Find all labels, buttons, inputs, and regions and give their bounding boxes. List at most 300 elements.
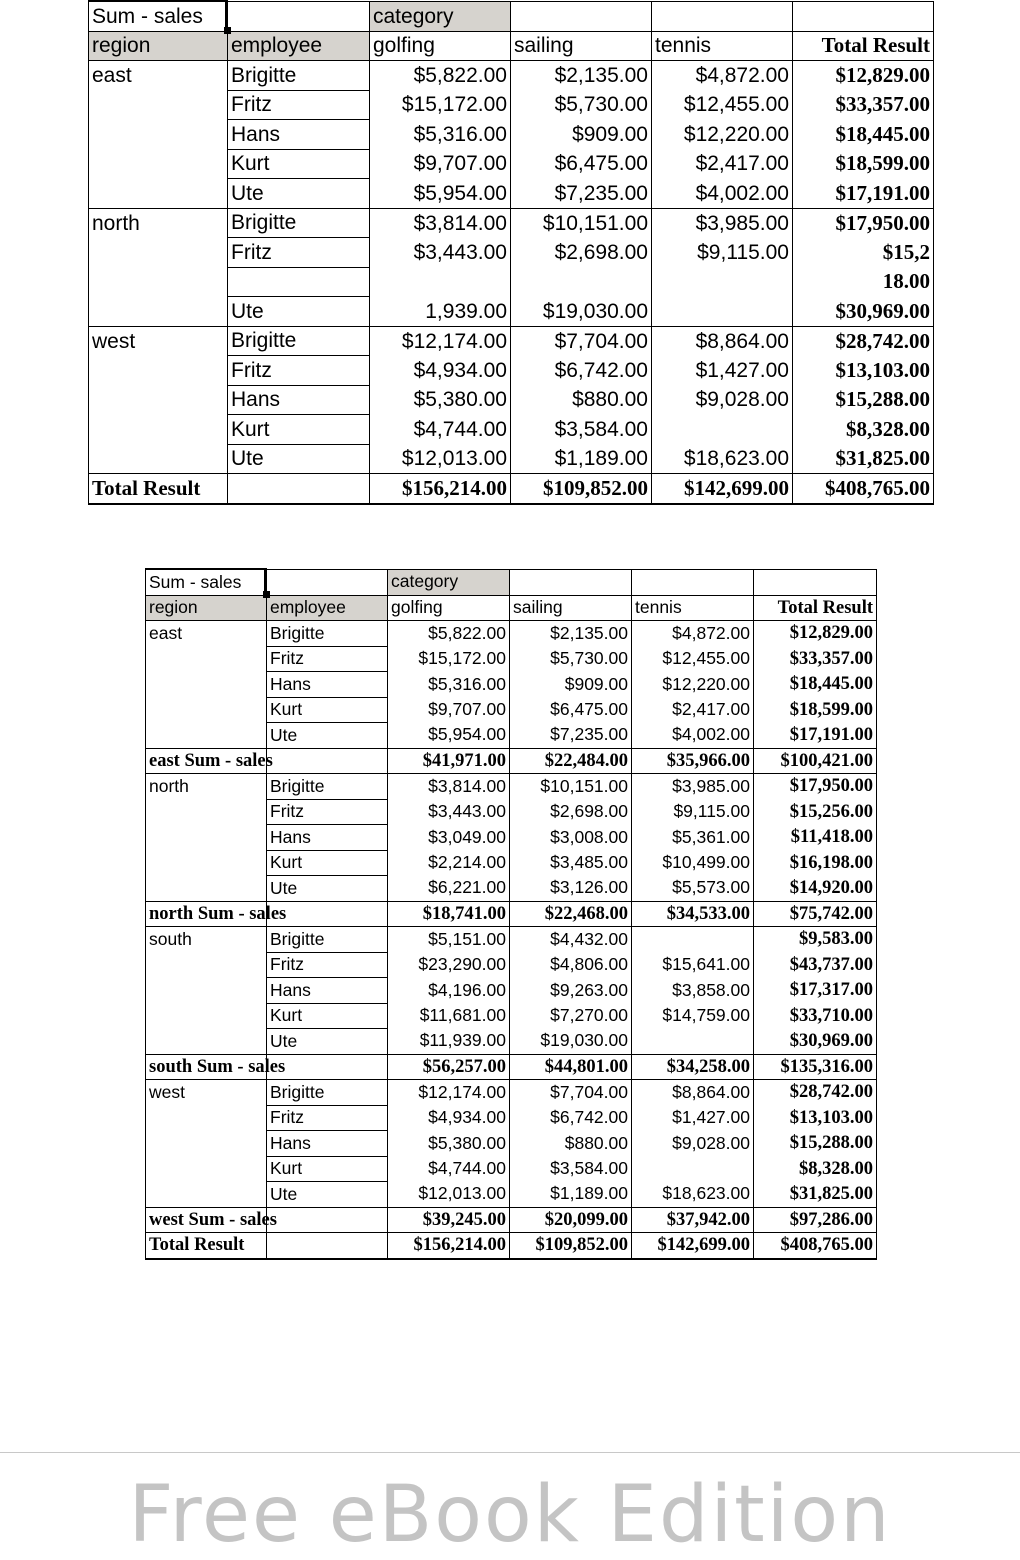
golfing-value: $5,316.00 [370, 120, 511, 150]
golfing-value: $3,049.00 [388, 825, 510, 851]
row-total-value: $9,583.00 [754, 927, 877, 953]
sailing-value: $1,189.00 [511, 444, 652, 474]
sailing-value: $880.00 [511, 385, 652, 415]
row-total-value: $17,950.00 [793, 208, 934, 238]
row-total-value: $18,445.00 [793, 120, 934, 150]
table-row [146, 1156, 877, 1182]
table-row [146, 927, 877, 953]
table-row [146, 621, 877, 647]
region-cell: west [146, 1080, 267, 1106]
sailing-value: $7,270.00 [510, 1003, 632, 1029]
column-header-sailing: sailing [510, 595, 632, 621]
region-cell: south [146, 927, 267, 953]
golfing-value: $15,172.00 [388, 646, 510, 672]
total-column-header: Total Result [793, 31, 934, 61]
employee-cell: Hans [267, 978, 388, 1004]
sailing-value: $10,151.00 [511, 208, 652, 238]
empty-header-cell [632, 569, 754, 595]
table-row [146, 1029, 877, 1055]
golfing-value: $5,954.00 [370, 179, 511, 209]
tennis-value: $3,858.00 [632, 978, 754, 1004]
row-total-value: $30,969.00 [754, 1029, 877, 1055]
subtotal-label: west Sum - sales [146, 1207, 267, 1233]
sailing-value: $5,730.00 [510, 646, 632, 672]
table-row [89, 238, 934, 268]
region-cell [146, 799, 267, 825]
subtotal-sailing: $22,484.00 [510, 748, 632, 774]
tennis-value: $3,985.00 [632, 774, 754, 800]
header-row-fields [89, 1, 934, 31]
table-row [89, 61, 934, 91]
row-total-value: $18,599.00 [754, 697, 877, 723]
table-row [146, 1182, 877, 1208]
employee-cell: Hans [228, 120, 370, 150]
employee-cell: Ute [228, 444, 370, 474]
table-row [89, 444, 934, 474]
pivot-table-without-subtotals [88, 0, 934, 505]
golfing-value: $5,822.00 [370, 61, 511, 91]
employee-cell: Kurt [267, 697, 388, 723]
row-total-value: $15,288.00 [754, 1131, 877, 1157]
table-row [89, 297, 934, 327]
tennis-value: $9,028.00 [652, 385, 793, 415]
tennis-value: $18,623.00 [632, 1182, 754, 1208]
employee-cell: Fritz [228, 238, 370, 268]
sailing-value: $6,475.00 [510, 697, 632, 723]
table-row [146, 1003, 877, 1029]
region-cell [146, 1131, 267, 1157]
region-cell [89, 297, 228, 327]
sailing-value: $1,189.00 [510, 1182, 632, 1208]
employee-cell: Kurt [267, 1156, 388, 1182]
employee-cell: Kurt [267, 850, 388, 876]
tennis-value: $2,417.00 [632, 697, 754, 723]
sailing-value: $909.00 [511, 120, 652, 150]
row-total-value: $16,198.00 [754, 850, 877, 876]
region-cell [89, 415, 228, 445]
subtotal-label: north Sum - sales [146, 901, 267, 927]
table-row [146, 646, 877, 672]
region-cell [146, 1003, 267, 1029]
tennis-value: $8,864.00 [652, 326, 793, 356]
employee-cell: Brigitte [267, 774, 388, 800]
tennis-value [632, 927, 754, 953]
employee-cell: Fritz [267, 952, 388, 978]
row-total-value: $12,829.00 [793, 61, 934, 91]
tennis-value: $5,361.00 [632, 825, 754, 851]
sailing-value: $9,263.00 [510, 978, 632, 1004]
tennis-value: $10,499.00 [632, 850, 754, 876]
row-total-value: $33,710.00 [754, 1003, 877, 1029]
subtotal-row [146, 1207, 877, 1233]
region-cell: west [89, 326, 228, 356]
sailing-value: $3,584.00 [511, 415, 652, 445]
region-cell [146, 850, 267, 876]
subtotal-sailing: $44,801.00 [510, 1054, 632, 1080]
tennis-value [652, 415, 793, 445]
subtotal-tennis: $37,942.00 [632, 1207, 754, 1233]
employee-cell: Ute [267, 1182, 388, 1208]
grand-total-row [146, 1233, 877, 1259]
golfing-value: $3,443.00 [370, 238, 511, 268]
subtotal-row [146, 1054, 877, 1080]
region-cell [89, 90, 228, 120]
table-row [146, 850, 877, 876]
row-total-value: $33,357.00 [754, 646, 877, 672]
column-header-golfing: golfing [388, 595, 510, 621]
sailing-value: $19,030.00 [511, 297, 652, 327]
tennis-value: $9,028.00 [632, 1131, 754, 1157]
data-field-button[interactable]: Sum - sales [89, 1, 228, 31]
golfing-value: $4,196.00 [388, 978, 510, 1004]
grand-total-row-tennis: $142,699.00 [632, 1233, 754, 1259]
employee-cell: Brigitte [228, 208, 370, 238]
empty-header-cell [228, 1, 370, 31]
golfing-value: $2,214.00 [388, 850, 510, 876]
tennis-value: $14,759.00 [632, 1003, 754, 1029]
golfing-value: $11,939.00 [388, 1029, 510, 1055]
sailing-value: $7,704.00 [511, 326, 652, 356]
golfing-value: $5,822.00 [388, 621, 510, 647]
golfing-value: $12,174.00 [388, 1080, 510, 1106]
empty-header-cell [511, 1, 652, 31]
footer-watermark: Free eBook Edition [128, 1470, 892, 1560]
employee-cell: Fritz [267, 1105, 388, 1131]
row-total-value: $12,829.00 [754, 621, 877, 647]
employee-cell: Fritz [228, 90, 370, 120]
grand-total-row-total: $408,765.00 [754, 1233, 877, 1259]
tennis-value: $8,864.00 [632, 1080, 754, 1106]
subtotal-tennis: $34,258.00 [632, 1054, 754, 1080]
employee-cell: Hans [267, 825, 388, 851]
region-cell [146, 825, 267, 851]
sailing-value: $909.00 [510, 672, 632, 698]
table-row [146, 799, 877, 825]
table-row [89, 208, 934, 238]
sailing-value: $3,485.00 [510, 850, 632, 876]
row-total-value: $15,256.00 [754, 799, 877, 825]
sailing-value: $2,698.00 [510, 799, 632, 825]
employee-cell: Hans [228, 385, 370, 415]
region-cell [146, 952, 267, 978]
employee-cell: Brigitte [228, 326, 370, 356]
region-cell [146, 978, 267, 1004]
sailing-value: $6,742.00 [511, 356, 652, 386]
employee-cell: Hans [267, 1131, 388, 1157]
row-total-value: $30,969.00 [793, 297, 934, 327]
employee-cell: Kurt [228, 149, 370, 179]
column-header-tennis: tennis [632, 595, 754, 621]
tennis-value: $5,573.00 [632, 876, 754, 902]
region-cell: north [146, 774, 267, 800]
empty-header-cell [267, 569, 388, 595]
employee-cell: Ute [228, 179, 370, 209]
table-row [146, 825, 877, 851]
total-column-header: Total Result [754, 595, 877, 621]
employee-cell: Fritz [228, 356, 370, 386]
golfing-value: $9,707.00 [370, 149, 511, 179]
table-row [89, 90, 934, 120]
subtotal-label: east Sum - sales [146, 748, 267, 774]
empty-cell [267, 1207, 388, 1233]
grand-total-row-sailing: $109,852.00 [510, 1233, 632, 1259]
table-row [89, 385, 934, 415]
grand-total-row-tennis: $142,699.00 [652, 474, 793, 504]
table-row [89, 326, 934, 356]
sailing-value [511, 267, 652, 297]
pivot-table-2-body [146, 569, 877, 1259]
tennis-value: $4,872.00 [632, 621, 754, 647]
sailing-value: $7,704.00 [510, 1080, 632, 1106]
golfing-value: $3,814.00 [388, 774, 510, 800]
tennis-value [652, 267, 793, 297]
header-row-columns [146, 595, 877, 621]
column-field-button[interactable]: category [388, 569, 510, 595]
table-row [146, 697, 877, 723]
row-total-value: $11,418.00 [754, 825, 877, 851]
row-total-value: $43,737.00 [754, 952, 877, 978]
employee-cell: Brigitte [267, 1080, 388, 1106]
sailing-value: $3,008.00 [510, 825, 632, 851]
subtotal-row [146, 901, 877, 927]
golfing-value: $5,380.00 [388, 1131, 510, 1157]
employee-cell: Brigitte [267, 621, 388, 647]
golfing-value: $23,290.00 [388, 952, 510, 978]
tennis-value: $12,455.00 [632, 646, 754, 672]
golfing-value: 1,939.00 [370, 297, 511, 327]
row-total-value: $15,288.00 [793, 385, 934, 415]
tennis-value: $12,220.00 [652, 120, 793, 150]
tennis-value: $4,002.00 [652, 179, 793, 209]
subtotal-golfing: $18,741.00 [388, 901, 510, 927]
tennis-value: $3,985.00 [652, 208, 793, 238]
column-field-button[interactable]: category [370, 1, 511, 31]
golfing-value: $5,151.00 [388, 927, 510, 953]
golfing-value: $4,744.00 [370, 415, 511, 445]
table-row [146, 952, 877, 978]
tennis-value: $4,002.00 [632, 723, 754, 749]
employee-cell: Fritz [267, 799, 388, 825]
row-field-region-button[interactable]: region [89, 31, 228, 61]
golfing-value: $12,013.00 [370, 444, 511, 474]
row-total-value: $18,599.00 [793, 149, 934, 179]
empty-cell [267, 748, 388, 774]
subtotal-golfing: $56,257.00 [388, 1054, 510, 1080]
data-field-button[interactable]: Sum - sales [146, 569, 267, 595]
subtotal-total: $100,421.00 [754, 748, 877, 774]
employee-cell: Kurt [267, 1003, 388, 1029]
row-total-value: 18.00 [793, 267, 934, 297]
table-row [89, 356, 934, 386]
empty-header-cell [652, 1, 793, 31]
tennis-value: $12,220.00 [632, 672, 754, 698]
table-row [146, 774, 877, 800]
region-cell [146, 1182, 267, 1208]
grand-total-row-label: Total Result [89, 474, 228, 504]
sailing-value: $880.00 [510, 1131, 632, 1157]
fill-handle[interactable] [224, 27, 231, 34]
row-total-value: $17,191.00 [793, 179, 934, 209]
table-row [146, 1131, 877, 1157]
region-cell [89, 267, 228, 297]
sailing-value: $5,730.00 [511, 90, 652, 120]
employee-cell: Ute [267, 876, 388, 902]
table-row [146, 876, 877, 902]
row-total-value: $14,920.00 [754, 876, 877, 902]
sailing-value: $7,235.00 [511, 179, 652, 209]
grand-total-row-label: Total Result [146, 1233, 267, 1259]
footer-divider [0, 1452, 1020, 1453]
region-cell: east [146, 621, 267, 647]
row-total-value: $18,445.00 [754, 672, 877, 698]
employee-cell: Kurt [228, 415, 370, 445]
row-total-value: $8,328.00 [793, 415, 934, 445]
golfing-value: $4,934.00 [388, 1105, 510, 1131]
header-row-fields [146, 569, 877, 595]
sailing-value: $10,151.00 [510, 774, 632, 800]
row-total-value: $15,2 [793, 238, 934, 268]
table-row [89, 179, 934, 209]
subtotal-golfing: $39,245.00 [388, 1207, 510, 1233]
table-row [89, 267, 934, 297]
employee-cell [228, 267, 370, 297]
tennis-value [632, 1029, 754, 1055]
grand-total-row-golfing: $156,214.00 [370, 474, 511, 504]
table-row [146, 1080, 877, 1106]
sailing-value: $4,432.00 [510, 927, 632, 953]
subtotal-total: $135,316.00 [754, 1054, 877, 1080]
region-cell [146, 1029, 267, 1055]
subtotal-sailing: $22,468.00 [510, 901, 632, 927]
region-cell [146, 876, 267, 902]
sailing-value: $3,584.00 [510, 1156, 632, 1182]
region-cell: east [89, 61, 228, 91]
column-header-tennis: tennis [652, 31, 793, 61]
golfing-value: $3,443.00 [388, 799, 510, 825]
tennis-value: $1,427.00 [632, 1105, 754, 1131]
subtotal-tennis: $34,533.00 [632, 901, 754, 927]
empty-header-cell [754, 569, 877, 595]
row-total-value: $28,742.00 [754, 1080, 877, 1106]
sailing-value: $19,030.00 [510, 1029, 632, 1055]
tennis-value: $9,115.00 [632, 799, 754, 825]
grand-total-row-sailing: $109,852.00 [511, 474, 652, 504]
region-cell [89, 238, 228, 268]
sailing-value: $4,806.00 [510, 952, 632, 978]
region-cell [146, 646, 267, 672]
employee-cell: Ute [267, 1029, 388, 1055]
column-header-sailing: sailing [511, 31, 652, 61]
region-cell [89, 356, 228, 386]
golfing-value: $12,174.00 [370, 326, 511, 356]
row-total-value: $17,950.00 [754, 774, 877, 800]
subtotal-total: $75,742.00 [754, 901, 877, 927]
employee-cell: Brigitte [267, 927, 388, 953]
grand-total-row-total: $408,765.00 [793, 474, 934, 504]
golfing-value: $4,934.00 [370, 356, 511, 386]
empty-cell [228, 474, 370, 504]
row-total-value: $13,103.00 [793, 356, 934, 386]
region-cell: north [89, 208, 228, 238]
sailing-value: $2,698.00 [511, 238, 652, 268]
table-row [89, 120, 934, 150]
golfing-value: $5,954.00 [388, 723, 510, 749]
subtotal-row [146, 748, 877, 774]
golfing-value [370, 267, 511, 297]
row-total-value: $28,742.00 [793, 326, 934, 356]
golfing-value: $5,316.00 [388, 672, 510, 698]
tennis-value: $15,641.00 [632, 952, 754, 978]
golfing-value: $12,013.00 [388, 1182, 510, 1208]
tennis-value: $9,115.00 [652, 238, 793, 268]
row-field-employee-button[interactable]: employee [228, 31, 370, 61]
region-cell [89, 385, 228, 415]
row-total-value: $33,357.00 [793, 90, 934, 120]
header-row-columns [89, 31, 934, 61]
table-row [146, 723, 877, 749]
region-cell [89, 444, 228, 474]
region-cell [146, 1105, 267, 1131]
table-row [89, 149, 934, 179]
tennis-value: $12,455.00 [652, 90, 793, 120]
sailing-value: $2,135.00 [511, 61, 652, 91]
row-field-employee-button[interactable]: employee [267, 595, 388, 621]
tennis-value: $1,427.00 [652, 356, 793, 386]
employee-cell: Ute [267, 723, 388, 749]
region-cell [146, 723, 267, 749]
sailing-value: $6,742.00 [510, 1105, 632, 1131]
employee-cell: Ute [228, 297, 370, 327]
pivot-table-1-body [89, 1, 934, 504]
golfing-value: $3,814.00 [370, 208, 511, 238]
row-total-value: $31,825.00 [754, 1182, 877, 1208]
tennis-value [632, 1156, 754, 1182]
region-cell [89, 149, 228, 179]
row-total-value: $31,825.00 [793, 444, 934, 474]
row-total-value: $17,317.00 [754, 978, 877, 1004]
region-cell [146, 672, 267, 698]
sailing-value: $7,235.00 [510, 723, 632, 749]
row-total-value: $13,103.00 [754, 1105, 877, 1131]
grand-total-row [89, 474, 934, 504]
region-cell [89, 179, 228, 209]
golfing-value: $11,681.00 [388, 1003, 510, 1029]
pivot-table-with-subtotals [145, 568, 877, 1260]
employee-cell: Brigitte [228, 61, 370, 91]
fill-handle[interactable] [263, 591, 270, 598]
table-row [146, 1105, 877, 1131]
row-field-region-button[interactable]: region [146, 595, 267, 621]
tennis-value: $2,417.00 [652, 149, 793, 179]
golfing-value: $6,221.00 [388, 876, 510, 902]
sailing-value: $2,135.00 [510, 621, 632, 647]
table-row [146, 672, 877, 698]
column-header-golfing: golfing [370, 31, 511, 61]
sailing-value: $3,126.00 [510, 876, 632, 902]
region-cell [146, 697, 267, 723]
grand-total-row-golfing: $156,214.00 [388, 1233, 510, 1259]
sailing-value: $6,475.00 [511, 149, 652, 179]
golfing-value: $5,380.00 [370, 385, 511, 415]
golfing-value: $15,172.00 [370, 90, 511, 120]
golfing-value: $4,744.00 [388, 1156, 510, 1182]
region-cell [146, 1156, 267, 1182]
row-total-value: $8,328.00 [754, 1156, 877, 1182]
subtotal-label: south Sum - sales [146, 1054, 267, 1080]
table-row [89, 415, 934, 445]
tennis-value [652, 297, 793, 327]
empty-header-cell [793, 1, 934, 31]
